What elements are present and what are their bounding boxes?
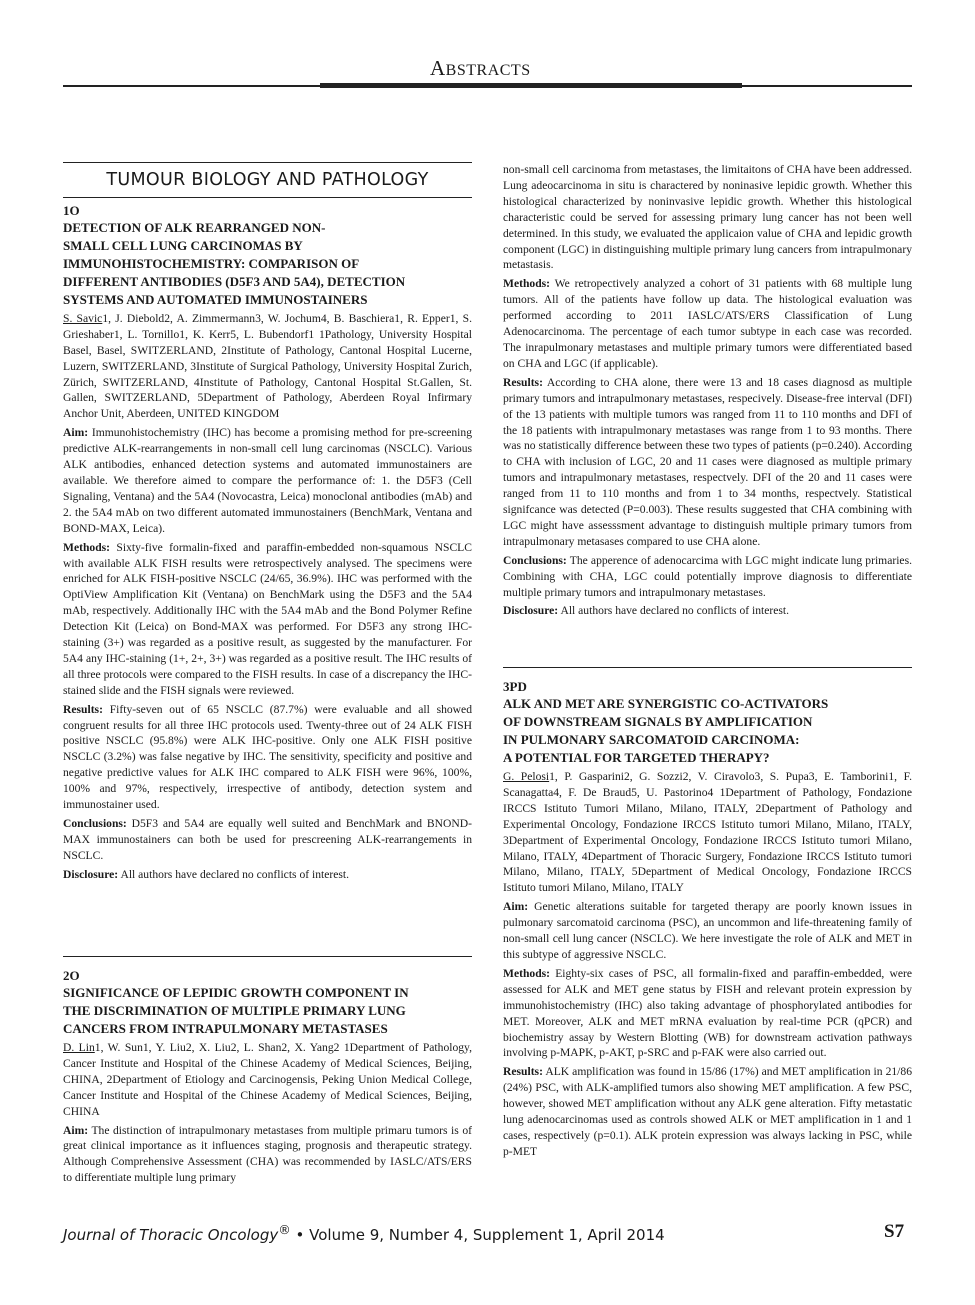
author-list: D. Lin1, W. Sun1, Y. Liu2, X. Liu2, L. Shan2, X. Yang2 1Department of Pathology, Cancer Institute and Hospital of the Chinese Academy of Medical Sciences, Beijing, CHINA, 2Department of Etiology and Carcinogensis, Peking Union Medical College, Cancer Institute and Hospital of the Chinese Academy of Medical Sciences, Beijing, CHINA [63,1041,472,1118]
results-paragraph: Results: According to CHA alone, there were 13 and 18 cases diagnosd as multiple primary tumors and intrapulmonary metastases, respecively. Disease-free interval (DFI) of the 13 patients with multiple tumors was ranged from 11 to 110 months and DFI of the 18 patients with intrapulmonary metastases was range from 1 to 93 months. There was no statistically difference between these two types of patients (p=0.240). According to CHA with inclusion of LGC, 20 and 11 cases were diagnosed as multiple primary tumors and intrapulmonary metastases, respectvely. DFI of the 20 and 11 cases were ranged from 11 to 110 months and from 1 to 34 months, respectvely. Statistical signifcance was detected (P=0.003). These results suggested that CHA combining with LGC might have assesssment advantage to distinguish multiple primary tumors from intrapulmonary metasases compared to use CHA alone. [503,375,912,548]
issue-info: • Volume 9, Number 4, Supplement 1, April 2014 [290,1226,665,1244]
methods-paragraph: Methods: Sixty-five formalin-fixed and paraffin-embedded non-squamous NSCLC with available ALK FISH results were retrospectively analysed. The specimens were enriched for ALK FISH-positive NSCLC (24/65, 36.9%). IHC was performed with the OptiView Amplification Kit (Ventana) on BenchMark using the D5F3 and the 5A4 mAb, respectively. Additionally IHC with the 5A4 mAb and the Bond Polymer Refine Detection Kit (Leica) on Bond-MAX was performed. For D5F3 any strong IHC-staining (3+) was regarded as a positive result, as suggested by the manufacturer. For 5A4 any IHC-staining (1+, 2+, 3+) was regarded as a positive result. The IHC results of all three protocols were compared to the FISH results. In case of a discrepancy the IHC-stained slide and the FISH signals were reviewed. [63,540,472,697]
title-line: IN PULMONARY SARCOMATOID CARCINOMA: [503,732,800,747]
author-list: S. Savic1, J. Diebold2, A. Zimmermann3, W. Jochum4, B. Baschiera1, R. Epper1, S. Grieshaber1, L. Tornillo1, K. Kerr5, L. Bubendorf1 1Pathology, University Hospital Basel, Basel, SWITZERLAND, 2Institute of Pathology, Cantonal Hospital Lucerne, Luzern, SWITZERLAND, 3Institute of Surgical Pathology, University Hospital Zurich, Zürich, SWITZERLAND, 4Institute of Pathology, Cantonal Hospital St.Gallen, St. Gallen, SWITZERLAND, 5Department of Pathology, Aberdeen Royal Infirmary Anchor Unit, Aberdeen, UNITED KINGDOM [63,311,472,421]
methods-paragraph: Methods: We retropectively analyzed a cohort of 31 patients with 68 multiple lung tumors. All of the patients have follow up data. The histological evaluation was performed according to 2011 IASLC/ATS/ERS Classification of Lung Adenocarcinoma. The percentage of each tumor subtype in each case was recorded. The inrapulmonary metastases and multiple primary tumors were differentiated based on CHA and LGC (if applicable). [503,277,912,370]
conclusions-paragraph: Conclusions: D5F3 and 5A4 are equally well suited and BenchMark and BNOND-MAX immunostainers can both be used for prescreening ALK-rearrangements in NSCLC. [63,817,472,862]
conclusions-paragraph: Conclusions: The apperence of adenocarcima with LGC might indicate lung primaries. Combining with CHA, LGC could potentially improve diagnosis to differentiate multiple primary tumors and intrapulmonary metastases. [503,553,912,599]
author-list: G. Pelosi1, P. Gasparini2, G. Sozzi2, V. Ciravolo3, S. Pupa3, E. Tamborini1, F. Scanagatta4, F. De Braud5, U. Pastorino4 1Department of Pathology, Fondazione IRCCS Istituto Tumori Milano, Milano, ITALY, 2Department of Pathology and Experimental Oncology, Fondazione IRCCS Istituto tumori Milano, Milano, ITALY, 3Department of Experimental Oncology, Fondazione IRCCS Istituto tumori Milano, Milano, ITALY, 4Department of Thoracic Surgery, Fondazione IRCCS Istituto tumori Milano, Milano, ITALY, 5Department of Medical Oncology, Fondazione IRCCS Istituto tumori Milano, Milano, ITALY [503,770,912,895]
page-number: S7 [884,1221,905,1242]
right-column-lower [503,667,912,1163]
abstract-title [63,219,472,309]
abstract-rule [63,956,472,957]
title-line: THE DISCRIMINATION OF MULTIPLE PRIMARY LUNG [63,1003,406,1018]
abstract-title [63,984,472,1038]
left-column [63,162,472,886]
header-rest: BSTRACTS [445,62,531,79]
presenting-author: S. Savic [63,311,103,325]
abstract-id: 2O [63,968,80,983]
title-line: A POTENTIAL FOR TARGETED THERAPY? [503,750,770,765]
aim-paragraph: Aim: Genetic alterations suitable for targeted therapy are poorly known issues in pulmonary sarcomatoid carcinoma (PSC), an uncommon and life-threatening family of non-small cell lung cancer (NSCLC). We here investigate the role of ALK and MET in this subtype of aggressive NSCLC. [503,900,912,961]
presenting-author: D. Lin [63,1041,95,1054]
title-line: SYSTEMS AND AUTOMATED IMMUNOSTAINERS [63,291,368,307]
results-paragraph: Results: ALK amplification was found in 15/86 (17%) and MET amplification in 21/86 (24%) PSC, with ALK-amplified tumors also showing MET amplification. A few PSC, however, showed MET amplification without any ALK gene alteration. Fifty metastatic lung adenocarcinomas used as controls showed ALK or MET amplification in 1 and 1 cases, respectively (p=0.1). ALK protein expression was always lacking in PSC, while p-MET [503,1065,912,1158]
title-line: SIGNIFICANCE OF LEPIDIC GROWTH COMPONENT IN [63,985,409,1000]
title-line: ALK AND MET ARE SYNERGISTIC CO-ACTIVATORS [503,696,829,711]
header-initial: A [430,56,446,80]
title-line: CANCERS FROM INTRAPULMONARY METASTASES [63,1021,388,1036]
abstract-title [503,695,912,767]
title-line: DIFFERENT ANTIBODIES (D5F3 AND 5A4), DETECTION [63,273,406,289]
right-column [503,162,912,622]
abstract-id: 1O [63,202,80,218]
section-rule-bottom [63,197,472,198]
journal-footer: Journal of Thoracic Oncology® • Volume 9, Number 4, Supplement 1, April 2014 [63,1222,665,1244]
header-rule-accent [320,83,742,88]
methods-paragraph: Methods: Eighty-six cases of PSC, all formalin-fixed and paraffin-embedded, were assessed for ALK and MET gene status by FISH and relevant protein expression by immunohistochemistry (IHC) also taking advantage of phosphorylated antibodies for MET. Moreover, ALK and MET mRNA evaluation by real-time PCR (qPCR) and biochemistry assay by Western Blotting (WB) for downstream activation pathways involving p-MAPK, p-AKT, p-SRC and p-FAK were also carried out. [503,966,912,1060]
aim-continued-paragraph: non-small cell carcinoma from metastases, the limitaitons of CHA have been addressed. Lung adeocarcinoma in situ is charactered by noninasive lepidic growth. Whether this histological characterized by noninvasive lepidic growth. Whether this histological characteristic could be served for assessing primary lung cancer has not been well determined. In this study, we evaluated the applicaion value of CHA and lepidic growth component (LGC) in distinguishing multiple primary lung cancers from intrapulmonary metastasis. [503,163,912,272]
disclosure-paragraph: Disclosure: All authors have declared no conflicts of interest. [503,604,790,618]
title-line: OF DOWNSTREAM SIGNALS BY AMPLIFICATION [503,714,813,729]
abstract-rule [503,667,912,668]
aim-paragraph: Aim: The distinction of intrapulmonary metastases from multiple primaru tumors is of great clinical importance as it influences staging, prognosis and therapeutic strategy. Although Comprehensive Assessment (CHA) was recommended by IASLC/ATS/ERS to differentiate multiple lung primary [63,1123,472,1185]
abstract-id: 3PD [503,679,527,694]
journal-name: Journal of Thoracic Oncology [63,1226,279,1244]
title-line: IMMUNOHISTOCHEMISTRY: COMPARISON OF [63,255,360,271]
left-column-lower [63,956,472,1189]
running-header [430,56,531,81]
aim-paragraph: Aim: Immunohistochemistry (IHC) has become a promising method for pre-screening predictive ALK-rearrangements in non-small cell lung carcinomas (NSCLC). Various ALK antibodies, enhanced detection systems and automated immunostainers are available. We therefore aimed to compare the performance of: 1. the D5F3 (Cell Signaling, Ventana) and the 5A4 (Novocastra, Leica) monoclonal antibodies (mAb) and 2. the 5A4 mAb on two different automated immunostainers (BenchMark, Ventana and BOND-MAX, Leica). [63,426,472,535]
title-line: SMALL CELL LUNG CARCINOMAS BY [63,237,303,253]
section-rule-top [63,162,472,163]
disclosure-paragraph: Disclosure: All authors have declared no conflicts of interest. [63,867,350,881]
results-paragraph: Results: Fifty-seven out of 65 NSCLC (87.7%) were evaluable and all showed congruent results for all three IHC protocols used. Twenty-three out of 24 ALK FISH positive NSCLC (95.8%) were ALK IHC-positive. Only one ALK FISH positive NSCLC (3.2%) was false negative by IHC. The sensitivity, specificity and positive and negative predictive values for ALK IHC compared to ALK FISH were 96%, 100%, 100% and 97%, respectively, irrespective of antibody, detection system and immunostainer used. [63,702,472,812]
presenting-author: G. Pelosi [503,770,550,783]
section-title: TUMOUR BIOLOGY AND PATHOLOGY [106,170,429,190]
title-line: DETECTION OF ALK REARRANGED NON- [63,219,326,235]
